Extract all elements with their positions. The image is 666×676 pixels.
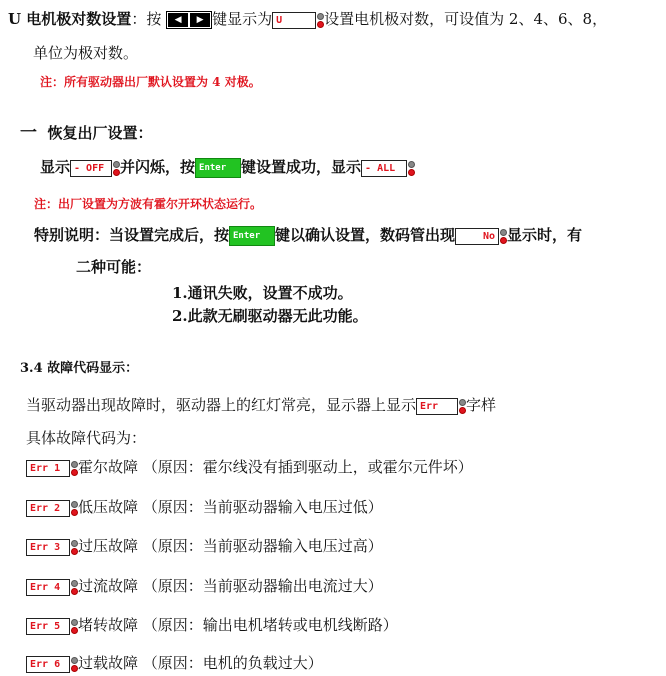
- pole-pairs-line: [8, 8, 607, 30]
- fault-item: [26, 496, 383, 518]
- display-off: [70, 160, 112, 177]
- arrow-right-icon: ▶: [190, 13, 210, 27]
- fault-intro-line: [26, 394, 496, 416]
- led-dots-icon: [71, 501, 77, 517]
- pole-pairs-heading: U 电机极对数设置: [8, 10, 132, 28]
- fault-description: 霍尔故障 （原因：霍尔线没有插到驱动上，或霍尔元件坏）: [78, 458, 473, 476]
- display-text: Err: [420, 400, 439, 412]
- text: 显示: [40, 158, 71, 176]
- fault-code-display: [26, 618, 70, 635]
- fault-description: 堵转故障 （原因：输出电机堵转或电机线断路）: [78, 616, 398, 634]
- text: 设置电机极对数，可设值为 2、4、6、8，: [324, 10, 608, 28]
- display-text: Err 2: [30, 502, 61, 514]
- display-text: Err 3: [30, 541, 61, 553]
- text: 特别说明：当设置完成后，按: [34, 226, 230, 244]
- led-dots-icon: [500, 229, 506, 245]
- possibility-2: 2.此款无刷驱动器无此功能。: [172, 307, 368, 325]
- enter-key-icon: Enter: [229, 226, 275, 246]
- pole-pairs-unit: 单位为极对数。: [33, 44, 139, 62]
- display-text: Err 1: [30, 462, 61, 474]
- display-u: [272, 12, 316, 29]
- enter-key-icon: Enter: [195, 158, 241, 178]
- display-text: U: [276, 14, 283, 26]
- fault-description: 过载故障 （原因：电机的负载过大）: [78, 654, 323, 672]
- dash: 一: [20, 123, 37, 143]
- led-dots-icon: [408, 161, 414, 177]
- restore-heading: [20, 122, 152, 144]
- led-dots-icon: [317, 13, 323, 29]
- fault-item: [26, 456, 473, 478]
- text: 显示时，有: [507, 226, 583, 244]
- section-3-4-heading: 3.4 故障代码显示：: [20, 361, 139, 376]
- led-dots-icon: [71, 619, 77, 635]
- fault-item: [26, 575, 383, 597]
- note-factory-mode: 注：出厂设置为方波有霍尔开环状态运行。: [34, 197, 263, 211]
- led-dots-icon: [71, 580, 77, 596]
- fault-item: [26, 535, 383, 557]
- fault-description: 低压故障 （原因：当前驱动器输入电压过低）: [78, 498, 383, 516]
- display-no: [455, 228, 499, 245]
- fault-item: [26, 614, 398, 636]
- display-text: No: [482, 230, 496, 242]
- display-text: Err 4: [30, 581, 61, 593]
- fault-code-display: [26, 500, 70, 517]
- fault-item: [26, 652, 323, 674]
- note-default-poles: 注：所有驱动器出厂默认设置为 4 对极。: [40, 75, 261, 89]
- possibility-1: 1.通讯失败，设置不成功。: [172, 284, 353, 302]
- fault-code-display: [26, 460, 70, 477]
- text: 当驱动器出现故障时，驱动器上的红灯常亮，显示器上显示: [26, 396, 417, 414]
- fault-list-intro: 具体故障代码为：: [26, 429, 147, 447]
- two-possibilities: 二种可能：: [76, 258, 152, 276]
- restore-title: 恢复出厂设置：: [47, 124, 153, 142]
- special-line: [34, 224, 582, 246]
- display-all: [361, 160, 407, 177]
- text: 键显示为: [212, 10, 273, 28]
- text: 键以确认设置，数码管出现: [275, 226, 456, 244]
- led-dots-icon: [71, 540, 77, 556]
- led-dots-icon: [459, 399, 465, 415]
- arrow-keys-icon: [166, 11, 212, 29]
- fault-code-display: [26, 539, 70, 556]
- fault-code-display: [26, 656, 70, 673]
- fault-code-display: [26, 579, 70, 596]
- display-err: [416, 398, 458, 415]
- fault-description: 过流故障 （原因：当前驱动器输出电流过大）: [78, 577, 383, 595]
- display-text: Err 5: [30, 620, 61, 632]
- led-dots-icon: [113, 161, 119, 177]
- fault-description: 过压故障 （原因：当前驱动器输入电压过高）: [78, 537, 383, 555]
- display-text: Err 6: [30, 658, 61, 670]
- text: 键设置成功，显示: [241, 158, 362, 176]
- text: 并闪烁，按: [120, 158, 196, 176]
- arrow-left-icon: ◀: [168, 13, 188, 27]
- led-dots-icon: [71, 657, 77, 673]
- restore-line: [40, 156, 415, 178]
- text: ：按: [131, 10, 162, 28]
- text: 字样: [466, 396, 497, 414]
- display-text: - OFF: [74, 162, 105, 174]
- led-dots-icon: [71, 461, 77, 477]
- display-text: - ALL: [365, 162, 396, 174]
